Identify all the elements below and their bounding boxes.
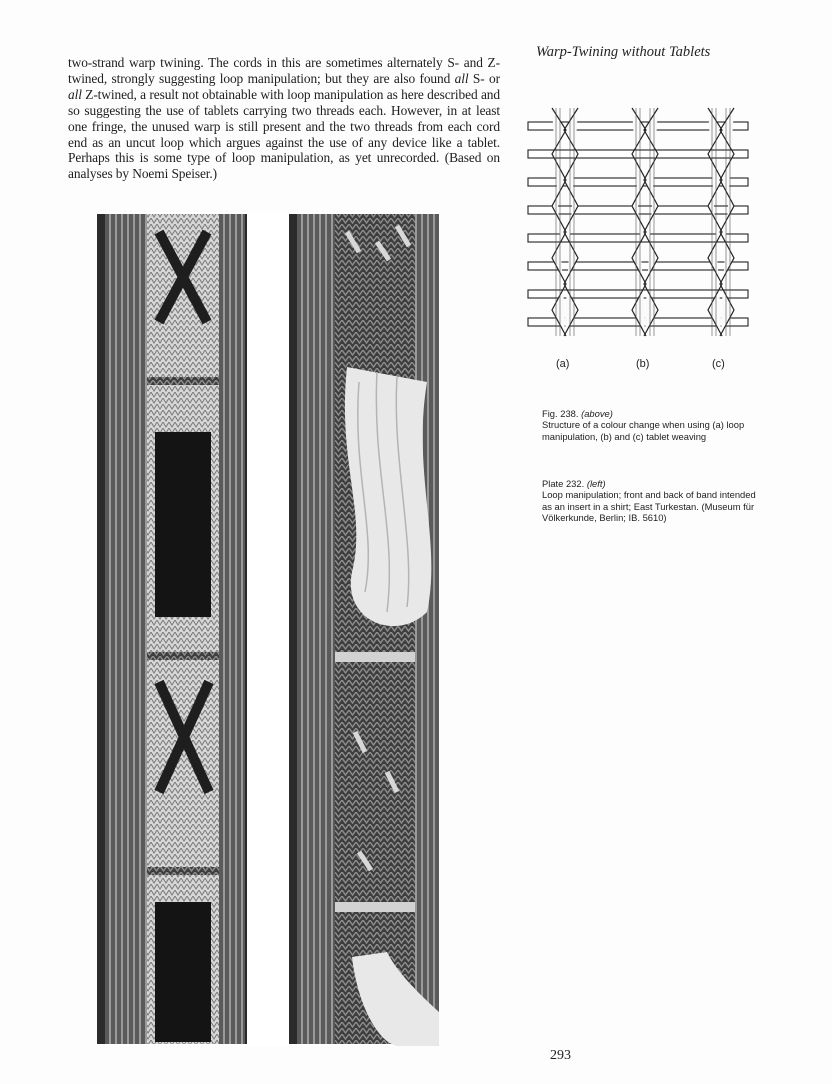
body-text-part-3: Z-twined, a result not obtainable with loop manipulation as here described and so suggesting the use of tablets carrying two threads each. However, in at least one fringe, the unused warp is still present and the two threads from each cord end as an uncut loop which argues against the use of any device like a tablet. Perhaps this is some type of loop manipulation, as yet unrecorded. (Based on analyses by Noemi Speiser.) [68,86,500,182]
plate-232-caption [542,478,762,524]
fig-label-c: (c) [712,358,725,370]
fig-caption-number: Fig. 238. [542,408,582,419]
page-number: 293 [550,1048,571,1063]
body-emphasis-all-1: all [454,70,469,86]
plate-caption-text: Loop manipulation; front and back of band intended as an insert in a shirt; East Turkestan. (Museum für Völkerkunde, Berlin; IB. 5610) [542,489,756,524]
fig-caption-text: Structure of a colour change when using (a) loop manipulation, (b) and (c) tablet weaving [542,419,745,442]
plate-caption-number: Plate 232. [542,478,587,489]
fig-label-a: (a) [556,358,570,370]
fig-238-diagram [520,102,760,372]
plate-photograph [97,212,439,1046]
fig-caption-tag: (above) [581,408,613,419]
running-header: Warp-Twining without Tablets [536,44,711,60]
plate-caption-tag: (left) [586,478,606,489]
body-text-part-1: two-strand warp twining. The cords in this are sometimes alternately S- and Z-twined, strongly suggesting loop manipulation; but they are also found [68,55,500,86]
fig-238-caption [542,408,762,442]
fig-label-b: (b) [636,358,650,370]
body-emphasis-all-2: all [68,86,82,102]
body-paragraph [68,55,500,182]
body-text-part-2: S- or [468,70,500,86]
